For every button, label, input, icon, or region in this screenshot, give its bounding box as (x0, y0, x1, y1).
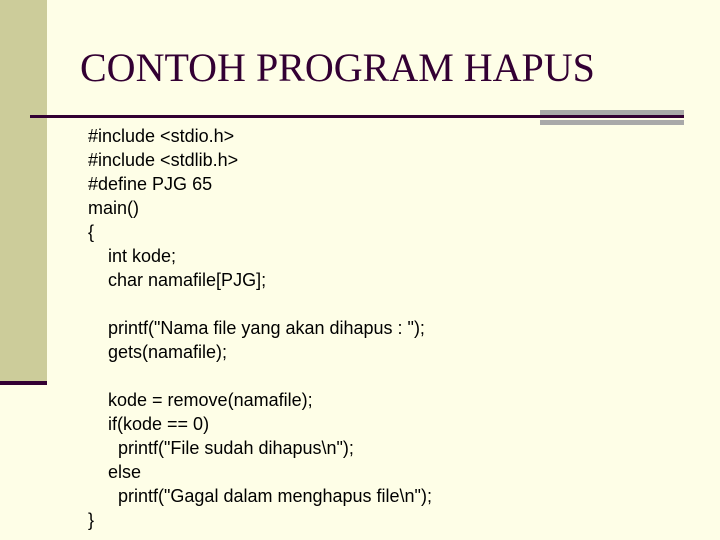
code-line (88, 292, 432, 316)
code-line (88, 364, 432, 388)
code-line: #include <stdlib.h> (88, 150, 239, 170)
code-line: { (88, 222, 95, 242)
code-line: #include <stdio.h> (88, 126, 235, 146)
code-line: gets(namafile); (88, 342, 228, 362)
code-line: char namafile[PJG]; (88, 270, 267, 290)
code-listing (88, 124, 432, 532)
code-line: printf("Nama file yang akan dihapus : "); (88, 318, 425, 338)
title-rule-extension (540, 115, 684, 118)
code-line: if(kode == 0) (88, 414, 210, 434)
code-line: } (88, 510, 95, 530)
slide-title: CONTOH PROGRAM HAPUS (80, 45, 595, 90)
code-line: main() (88, 198, 140, 218)
left-decorative-bar (0, 0, 47, 383)
code-line: printf("File sudah dihapus\n"); (88, 438, 354, 458)
code-line: kode = remove(namafile); (88, 390, 313, 410)
left-bar-accent-line (0, 381, 47, 385)
code-line: int kode; (88, 246, 177, 266)
code-line: #define PJG 65 (88, 174, 213, 194)
code-line: else (88, 462, 142, 482)
code-line: printf("Gagal dalam menghapus file\n"); (88, 486, 432, 506)
title-rule (30, 115, 540, 118)
